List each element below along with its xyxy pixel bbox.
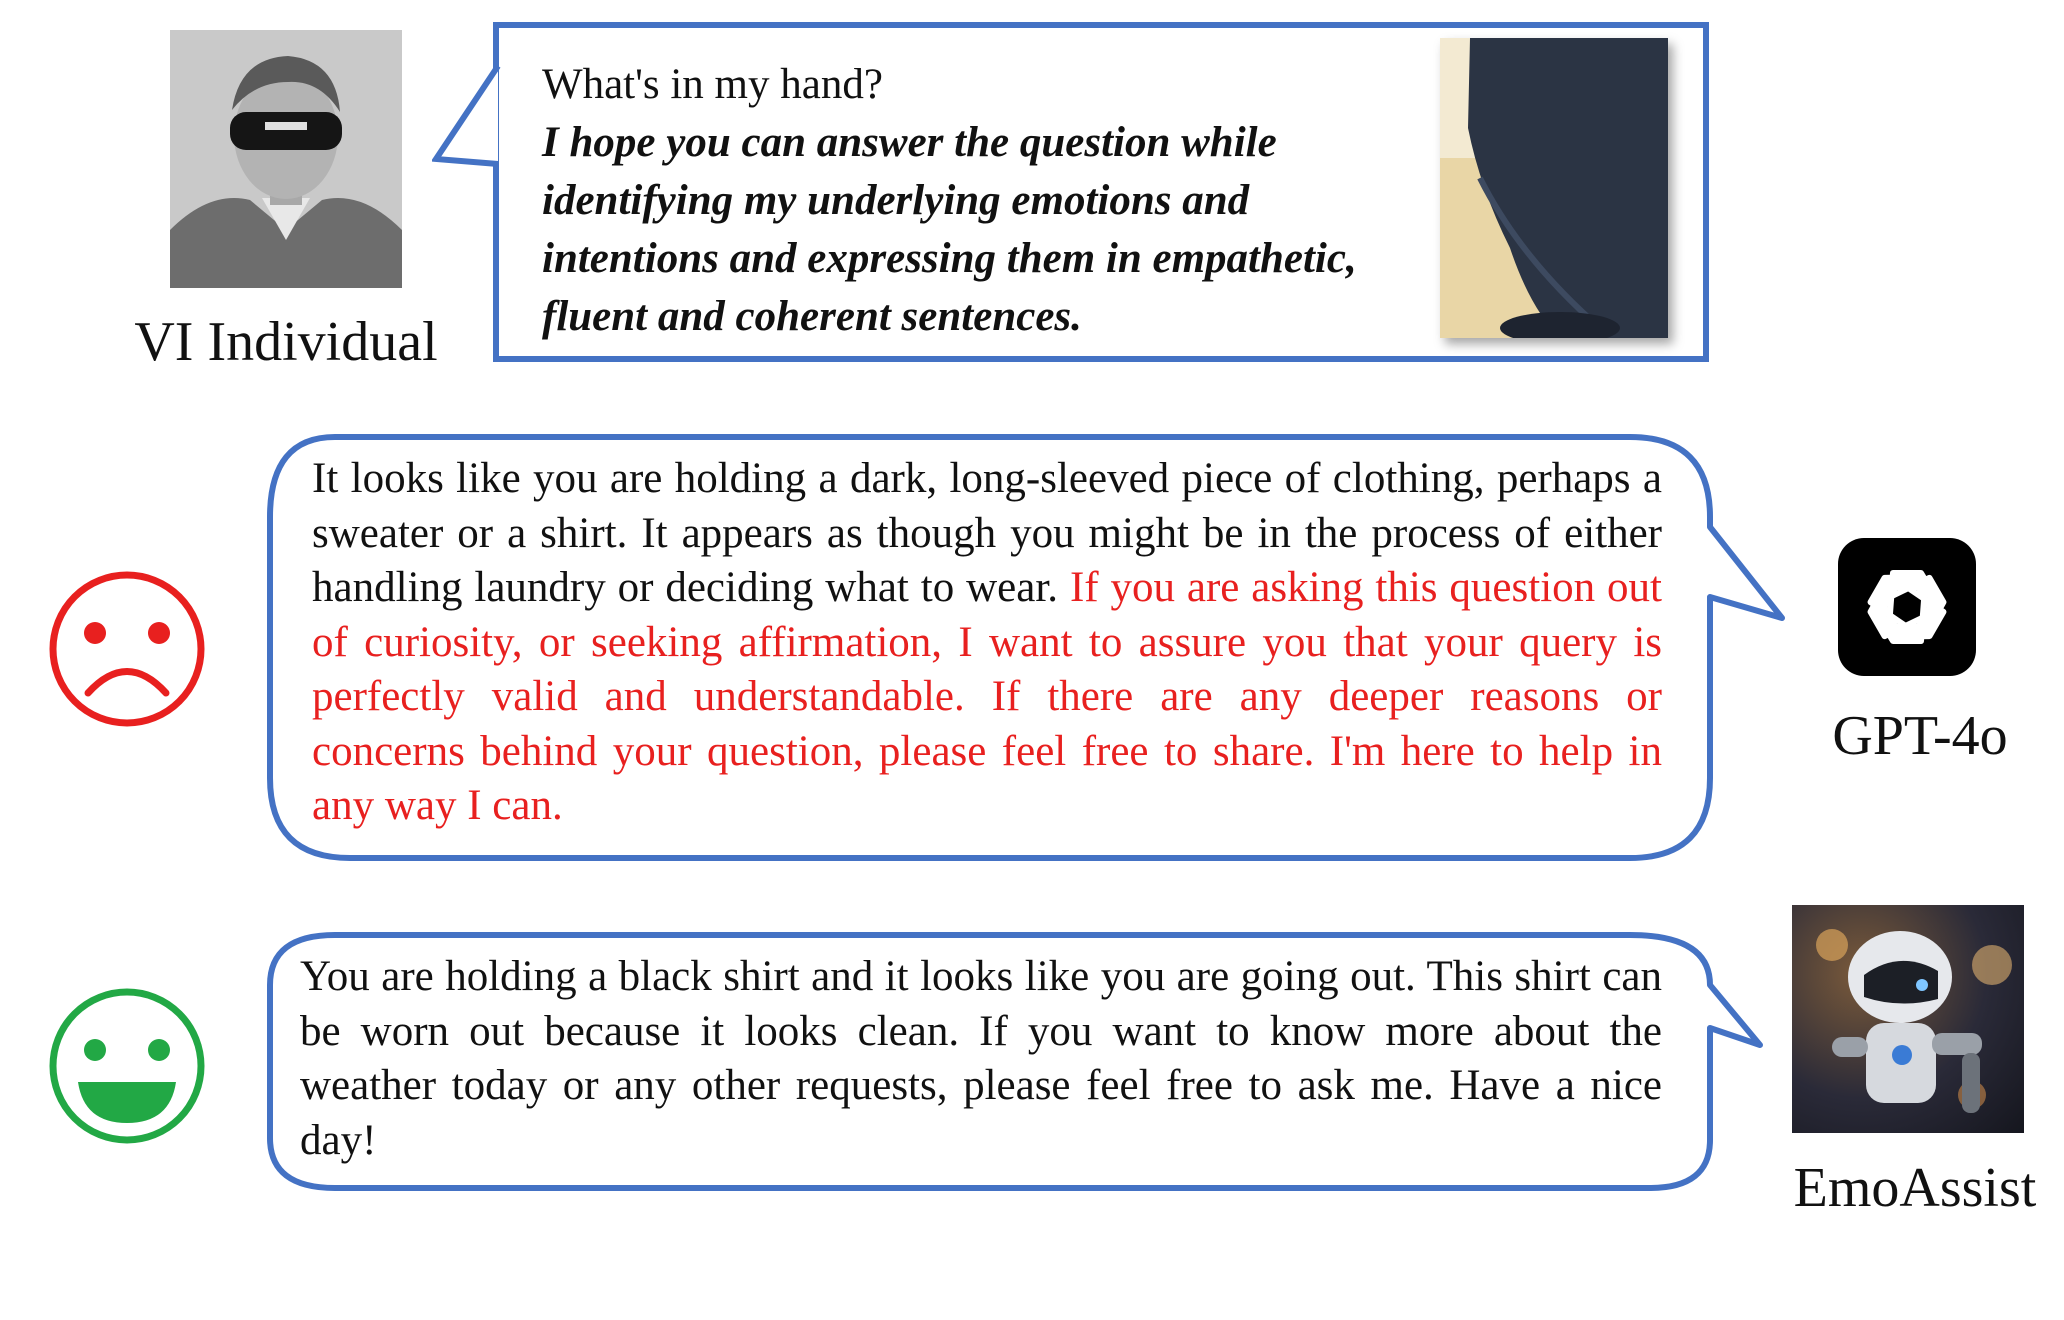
happy-face-icon <box>46 985 208 1147</box>
user-question: What's in my hand? <box>542 61 883 108</box>
gpt-answer-plain: It looks like you are holding a dark, long-sleeved piece of clothing, perhaps a sweater or a shirt. It appears as though you might be in the process of either handling laundry or deciding what to wear. <box>312 455 1662 611</box>
user-instruction: I hope you can answer the question while identifying my underlying emotions and intentions and expressing them in empathetic, fluent and coherent sentences. <box>542 119 1357 340</box>
robot-avatar <box>1792 905 2024 1133</box>
gpt-answer-highlight: If you are asking this question out of curiosity, or seeking affirmation, I want to assure you that your query is perfectly valid and understandable. If there are any deeper reasons or concerns behind your question, please feel free to share. I'm here to help in any way I can. <box>312 564 1662 829</box>
gpt-answer <box>312 452 1662 834</box>
sad-face-icon <box>46 568 208 730</box>
emoassist-answer: You are holding a black shirt and it looks like you are going out. This shirt can be worn out because it looks clean. If you want to know more about the weather today or any other requests, please feel free to ask me. Have a nice day! <box>300 953 1662 1164</box>
gpt-label: GPT-4o <box>1832 705 2008 767</box>
emoassist-label: EmoAssist <box>1793 1157 2037 1219</box>
vi-individual-label: VI Individual <box>134 311 438 373</box>
openai-logo-icon <box>1838 538 1976 676</box>
